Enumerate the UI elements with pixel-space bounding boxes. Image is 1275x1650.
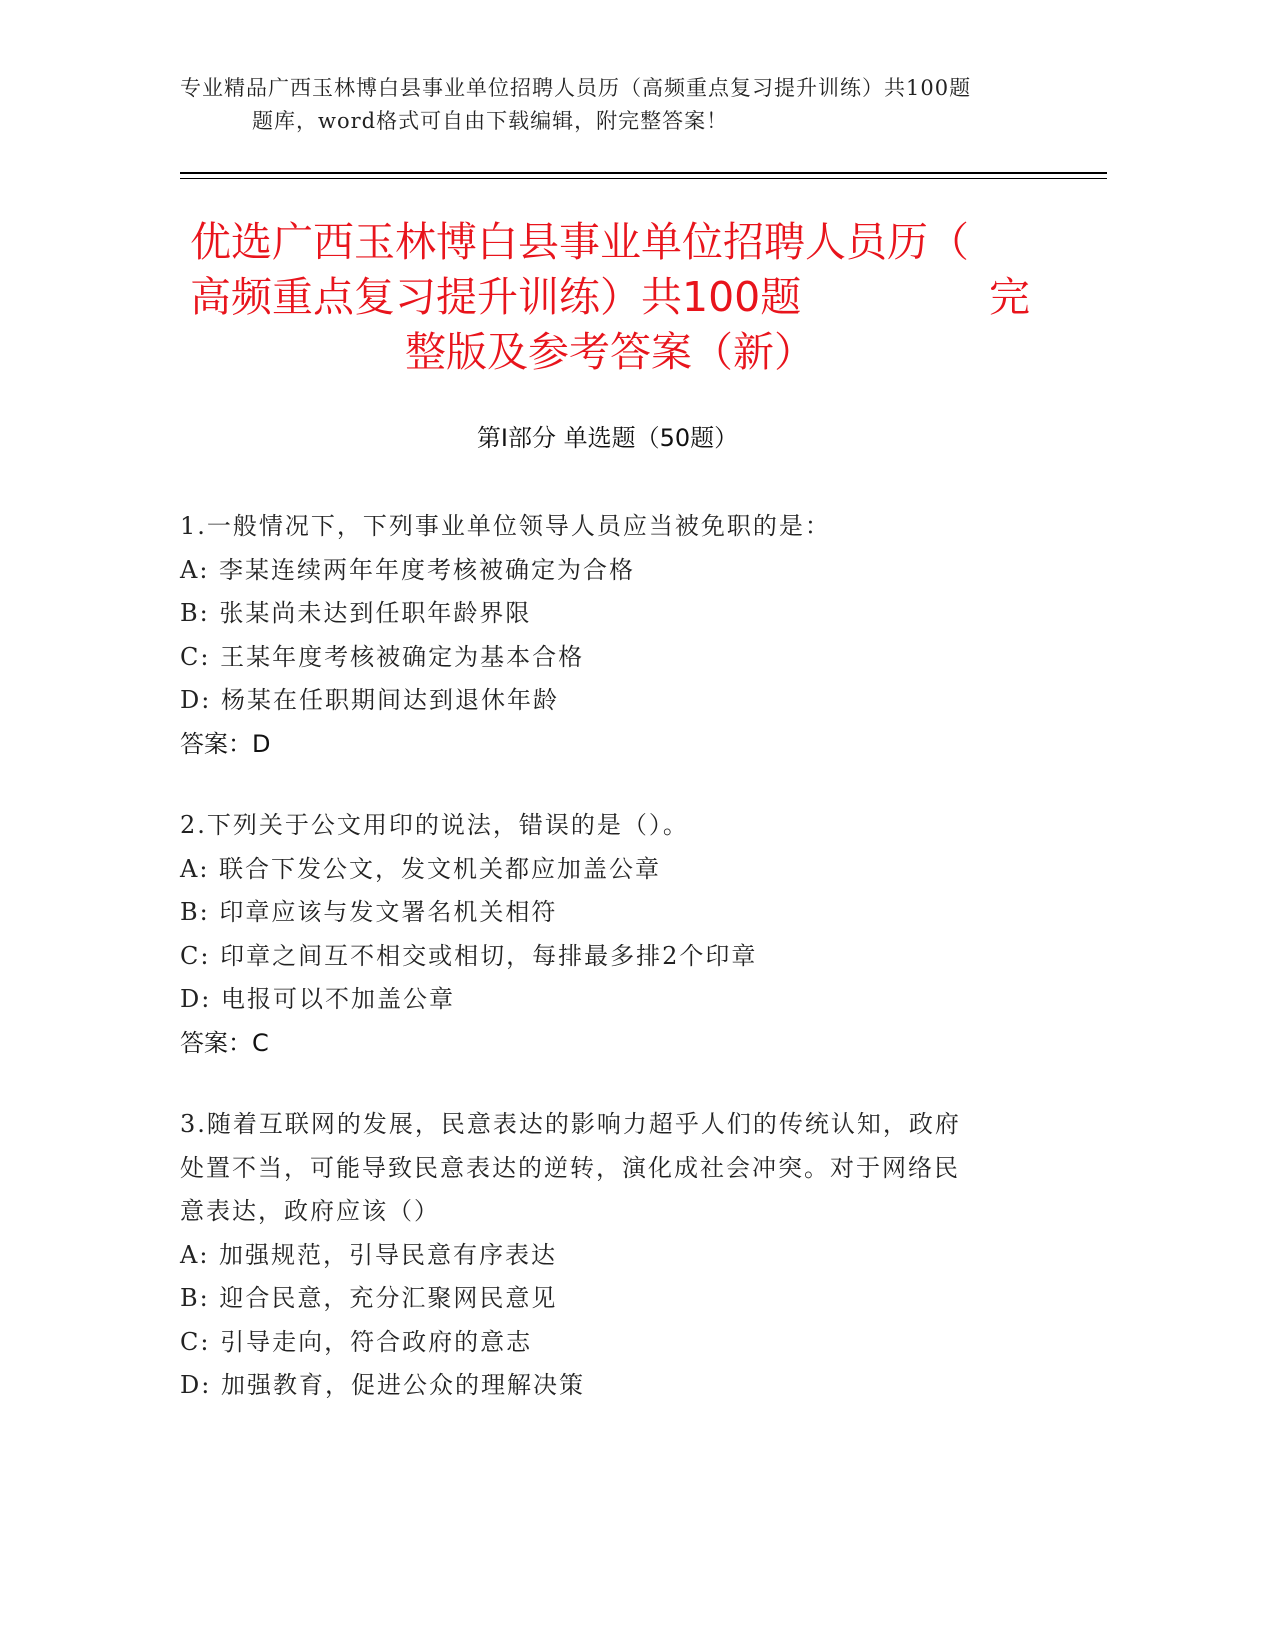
stem-line: 1.一般情况下，下列事业单位领导人员应当被免职的是： [180, 512, 831, 540]
document-title [190, 215, 1030, 380]
question-stem [180, 505, 1040, 549]
stem-line: 处置不当，可能导致民意表达的逆转，演化成社会冲突。对于网络民 [180, 1153, 960, 1182]
page-header [180, 72, 1060, 138]
option-b: B: 迎合民意，充分汇聚网民意见 [180, 1284, 558, 1312]
option-list [180, 549, 1040, 723]
option-c: C: 引导走向，符合政府的意志 [180, 1327, 533, 1356]
question-stem [180, 804, 1040, 848]
title-line-2 [190, 270, 1030, 325]
question-list [180, 505, 1040, 1446]
option-b: B: 张某尚未达到任职年龄界限 [180, 599, 532, 627]
stem-line: 3.随着互联网的发展，民意表达的影响力超乎人们的传统认知，政府 [180, 1110, 961, 1138]
question-1 [180, 505, 1040, 766]
option-c: C: 王某年度考核被确定为基本合格 [180, 642, 585, 671]
option-a: A: 联合下发公文，发文机关都应加盖公章 [180, 854, 662, 883]
title-line-3: 整版及参考答案（新） [405, 328, 815, 376]
stem-line: 2.下列关于公文用印的说法，错误的是（）。 [180, 811, 689, 839]
option-d: D: 电报可以不加盖公章 [180, 985, 455, 1013]
answer: 答案：C [180, 1028, 269, 1057]
option-d: D: 加强教育，促进公众的理解决策 [180, 1371, 585, 1399]
header-rule-thick [180, 172, 1107, 174]
question-2 [180, 804, 1040, 1065]
stem-line: 意表达，政府应该（） [180, 1197, 440, 1225]
option-d: D: 杨某在任职期间达到退休年龄 [180, 686, 559, 714]
option-c: C: 印章之间互不相交或相切，每排最多排2个印章 [180, 941, 758, 970]
question-stem [180, 1103, 1040, 1234]
option-list [180, 848, 1040, 1022]
option-b: B: 印章应该与发文署名机关相符 [180, 898, 558, 926]
title-line-1: 优选广西玉林博白县事业单位招聘人员历（ [190, 218, 969, 266]
answer: 答案：D [180, 729, 271, 758]
title-line-2-left: 高频重点复习提升训练）共100题 [190, 273, 802, 321]
header-line-2: 题库，word格式可自由下载编辑，附完整答案！ [252, 109, 729, 133]
option-a: A: 李某连续两年年度考核被确定为合格 [180, 555, 636, 584]
option-a: A: 加强规范，引导民意有序表达 [180, 1240, 558, 1269]
option-list [180, 1234, 1040, 1408]
section-title: 第Ⅰ部分 单选题（50题） [476, 424, 739, 452]
title-line-2-right: 完 [989, 273, 1030, 321]
header-rule-thin [180, 178, 1107, 179]
header-line-1: 专业精品广西玉林博白县事业单位招聘人员历（高频重点复习提升训练）共100题 [180, 76, 972, 100]
question-3 [180, 1103, 1040, 1408]
